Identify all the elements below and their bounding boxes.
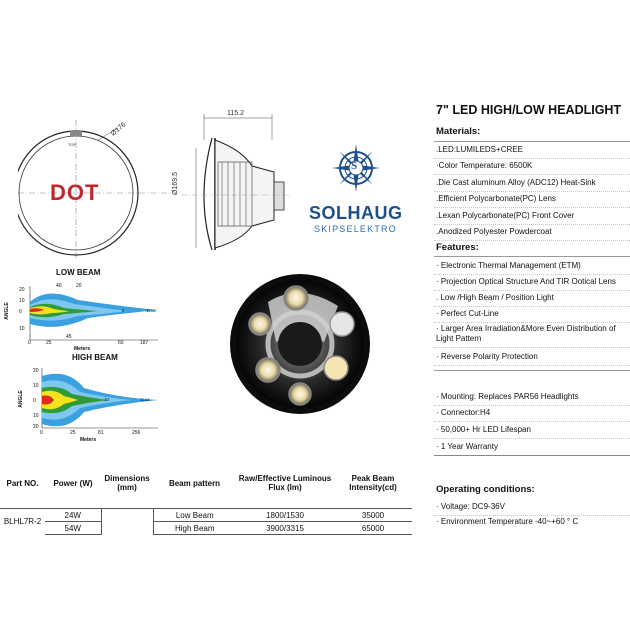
product-title: 7" LED HIGH/LOW HEADLIGHT [436,103,622,117]
power-cell: 54W [45,522,101,535]
high-beam-y-tick: 10 [33,383,39,389]
low-beam-y-tick: 20 [19,287,25,293]
flux-cell: 1800/1530 [236,509,334,522]
feature-item: · Electronic Thermal Management (ETM) [434,261,630,275]
features-heading: Features: [436,242,479,253]
feature-item: · Projection Optical Structure And TIR Ootical Lens [434,277,630,291]
extra-item: · 50,000+ Hr LED Lifespan [434,425,630,439]
material-item: .Die Cast aluminum Alloy (ADC12) Heat-Sink [434,178,630,192]
flux-cell: 3900/3315 [236,522,334,535]
high-beam-x-tick: 0 [40,430,43,436]
high-beam-title: HIGH BEAM [72,353,118,362]
spec-table [0,458,412,535]
material-item: .LED:LUMILEDS+CREE [434,145,630,159]
extra-item: · 1 Year Warranty [434,442,630,456]
low-beam-contour-label: 5 [122,308,125,313]
feature-item: · Reverse Polarity Protection [434,352,630,366]
depth-label: 115.2 [227,110,244,117]
beam-cell: High Beam [153,522,236,535]
dimensions-cell [101,509,153,535]
divider [434,141,630,142]
intensity-cell: 35000 [334,509,412,522]
high-beam-y-tick: 0 [33,398,36,404]
logo-badge-letter: S [351,160,358,172]
height-label: Ø169.5 [171,172,179,195]
high-beam-contour-label: 10 [104,397,110,402]
extra-item: · Connector:H4 [434,408,630,422]
side-view-drawing [182,110,292,260]
table-header: Power (W) [53,478,93,488]
diameter-label: Ø176 [109,121,128,138]
headlight-photo [228,272,372,416]
high-beam-y-tick: 20 [33,424,39,430]
low-beam-xaxis: Meters [74,346,91,352]
high-beam-x-tick: 25 [70,430,76,436]
low-beam-y-tick: 0 [19,309,22,315]
table-header: Peak Beam Intensity(cd) [349,474,397,492]
high-beam-y-tick: 10 [33,413,39,419]
feature-item: . Low /High Beam / Position Light [434,293,630,307]
low-beam-y-tick: 10 [19,298,25,304]
high-beam-xaxis: Meters [80,437,97,443]
materials-heading: Materials: [436,126,481,137]
material-item: .Lexan Polycarbonate(PC) Front Cover [434,211,630,225]
feature-item: · Perfect Cut-Line [434,309,630,323]
material-item: .Efficient Polycarbonate(PC) Lens [434,194,630,208]
low-beam-x-tick: 0 [28,340,31,346]
operating-heading: Operating conditions: [436,484,535,495]
part-number: BLHL7R-2 [0,509,45,535]
low-beam-top-tick: 40 [56,283,62,289]
low-beam-y-tick: 10 [19,326,25,332]
feature-item: · Larger Area Irradiation&More Even Distribution of Light Pattern [434,324,630,348]
intensity-cell: 65000 [334,522,412,535]
divider [434,256,630,257]
material-item: ·Color Temperature: 6500K [434,161,630,175]
operating-item: · Environment Temperature -40~+60 ° C [436,517,579,526]
table-header: Part NO. [6,478,39,488]
table-row [0,522,412,535]
low-beam-yaxis: ANGLE [3,302,10,320]
table-row [0,509,412,522]
material-item: .Anodized Polyester Powdercoat [434,227,630,241]
dot-label: DOT [50,180,100,205]
high-beam-y-tick: 20 [33,368,39,374]
table-header: Raw/Effective Luminous Flux (lm) [238,474,332,492]
extra-item: · Mounting: Replaces PAR56 Headlights [434,392,630,406]
logo-subtitle: SKIPSELEKTRO [314,224,397,234]
low-beam-x-tick: 187 [140,340,149,346]
high-beam-x-tick: 256 [132,430,141,436]
low-beam-x-tick: 60 [118,340,124,346]
low-beam-x-tick: 25 [46,340,52,346]
divider [434,370,630,371]
high-beam-x-tick: 81 [98,430,104,436]
table-header: Beam pattern [168,478,221,488]
low-beam-lux: 1Lux [146,308,156,313]
high-beam-yaxis: ANGLE [17,390,24,408]
low-beam-x-tick: 45 [66,334,72,340]
power-cell: 24W [45,509,101,522]
beam-cell: Low Beam [153,509,236,522]
operating-item: · Voltage: DC9-36V [434,502,630,516]
low-beam-title: LOW BEAM [56,268,101,277]
top-label: TOP [68,142,77,147]
high-beam-lux: 1Lux [140,397,150,402]
logo-name: SOLHAUG [309,203,403,223]
low-beam-top-tick: 20 [76,283,82,289]
table-header: Dimensions (mm) [104,474,150,492]
